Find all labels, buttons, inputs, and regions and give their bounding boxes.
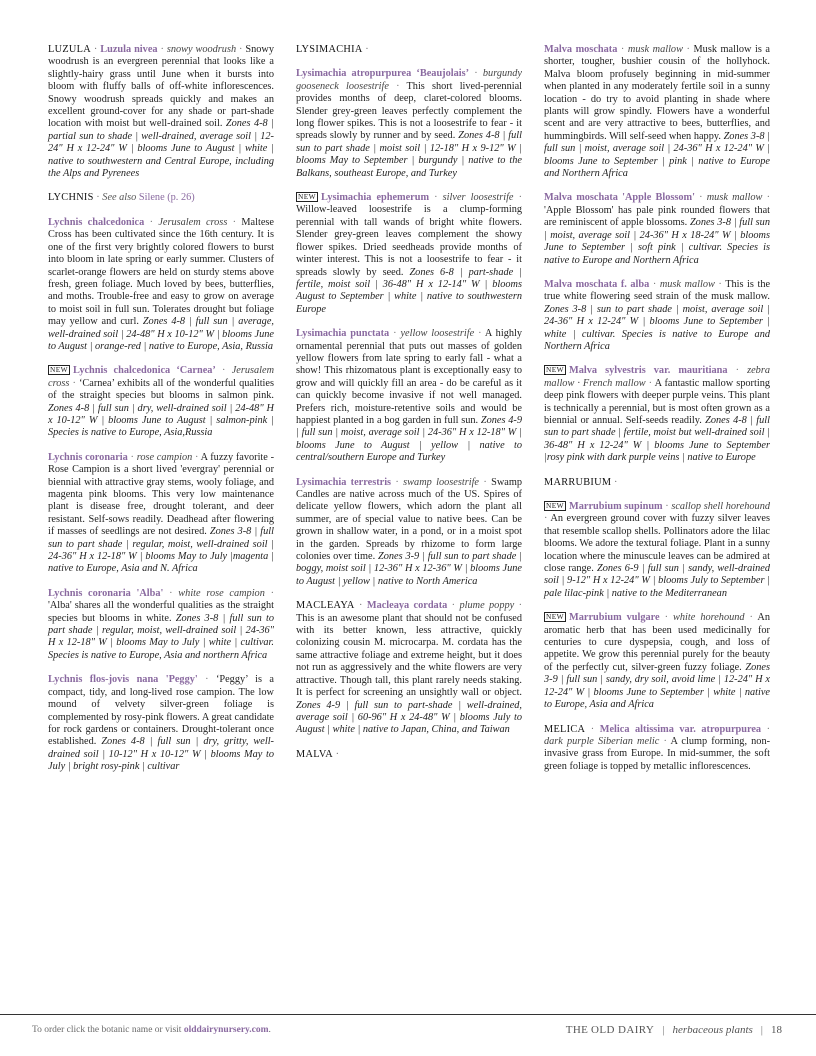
separator-dot: ·: [359, 600, 363, 612]
separator-dot: ·: [718, 278, 722, 290]
botanic-name-link[interactable]: Lychnis coronaria: [48, 451, 128, 463]
separator-dot: ·: [395, 476, 399, 488]
column-3: [544, 44, 770, 785]
growing-details: Zones 4-8 | full sun to part shade | fertile, moist but well-drained soil | 36-48" H x 12-24" W | blooms June to September |rosy pink with dark purple veins | native to Europe: [544, 414, 770, 464]
description: Swamp Candles are native across much of the US. Spires of delicate yellow flowers, which adorn the plant all summer, are of special value to native bees. Can be grown in shallow water, in a pond, or in a moist spot in the garden. Spreads by rhizome to form large colonies over time.: [296, 476, 523, 563]
growing-details: Zones 3-8 | full sun to part shade | regular, moist, well-drained soil | 24-36" H x 12-18" W | blooms May to July | white | cultivar. Species is native to Europe, Asia and northern Africa: [48, 612, 274, 661]
common-name: musk mallow: [627, 44, 683, 55]
separator-dot: ·: [270, 587, 275, 599]
new-badge: NEW: [298, 192, 317, 202]
description: A highly ornamental perennial that puts out masses of golden yellow flowers from late spring to early fall - what a show! This rhizomatous plant is exceptionally easy to grow and will quickly fill an area - do be careful as it can quickly become invasive if not well managed. Prefers rich, moisture-retentive soils and would be happiest planted in a bog garden in full sun.: [296, 328, 522, 426]
description: 'Alba' shares all the wonderful qualities as the straight species but blooms in white.: [48, 600, 274, 624]
botanic-name-link[interactable]: Malva moschata: [544, 44, 618, 55]
separator-dot: ·: [663, 735, 667, 747]
separator-dot: ·: [590, 723, 595, 735]
plant-entry: [48, 192, 274, 204]
description: An aromatic herb that has been used medicinally for centuries to cure dyspepsia, cough, and loss of appetite. We grow this perennial purely for the beauty of the perfectly cut, silver-green fuzzy foliage.: [544, 612, 770, 673]
separator-dot: ·: [195, 451, 199, 463]
description: ‘Carnea’ exhibits all of the wonderful qualities of the straight species but blooms in salmon pink.: [48, 377, 274, 402]
plant-entry: [48, 588, 274, 662]
botanic-name-link[interactable]: Lychnis flos-jovis nana 'Peggy': [48, 674, 198, 686]
genus-heading: MARRUBIUM: [544, 476, 612, 488]
growing-details: Zones 4-8 | full sun | dry, gritty, well-drained soil | 10-12" H x 10-12" W | blooms May to July | bright rosy-pink | cultivar: [48, 736, 274, 773]
botanic-name-link[interactable]: Marrubium vulgare: [569, 612, 660, 624]
description: Snowy woodrush is an evergreen perennial that looks like a slightly-hairy grass until June when it bursts into bloom with fluffy balls of off-white inflorescences. Snowy woodrush spreads quickly and makes an excellent ground-cover for any shade or part-shade location with moist but well-drained soil.: [48, 44, 275, 130]
common-name: plume poppy: [459, 600, 515, 612]
growing-details: Zones 4-8 | full sun | dry, well-drained soil | 24-48" H x 10-12" W | blooms June to August | salmon-pink | Species is native to Europe, Asia,Russia: [48, 402, 274, 439]
separator-dot: ·: [393, 328, 397, 340]
botanic-name-link[interactable]: Malva sylvestris var. mauritiana: [569, 365, 728, 377]
common-name: musk mallow: [659, 278, 715, 290]
separator-dot: ·: [652, 278, 657, 290]
footer-separator: |: [662, 1024, 665, 1036]
plant-entry: [48, 44, 274, 180]
growing-details: Zones 4-8 | partial sun to shade | well-drained, average soil | 12-24" H x 12-24" W | blooms June to August | white | native to southwestern and Central Europe, including the Alps and Pyrenees: [48, 118, 275, 180]
footer-section: herbaceous plants: [672, 1024, 753, 1036]
common-name: scallop shell horehound: [671, 501, 770, 512]
footer-order-end: .: [268, 1025, 271, 1035]
separator-dot: ·: [365, 44, 369, 55]
plant-entry: [296, 477, 522, 589]
common-name: white horehound: [673, 612, 745, 624]
separator-dot: ·: [130, 451, 134, 463]
growing-details: Zones 4-8 | full sun | average, well-drained soil | 24-48" H x 10-12" W | blooms June to August | orange-red | native to Europe, Asia, Russia: [48, 316, 274, 352]
footer-site-link[interactable]: olddairynursery.com: [183, 1025, 269, 1035]
footer-brand: OLD DAIRY: [591, 1024, 655, 1036]
common-name: Jerusalem cross: [48, 365, 275, 389]
plant-entry: [48, 674, 274, 773]
botanic-name-link[interactable]: Lychnis coronaria 'Alba': [48, 587, 164, 599]
botanic-name-link[interactable]: Luzula nivea: [100, 44, 158, 55]
common-name: Jerusalem cross: [158, 216, 228, 228]
new-badge: NEW: [546, 365, 565, 375]
separator-dot: ·: [766, 192, 770, 204]
plant-entry: [296, 68, 522, 180]
growing-details: Zones 4-9 | full sun to part-shade | well-drained, average soil | 60-96" H x 24-48" W | blooms July to August | white | native to Japan, China, and Taiwan: [296, 699, 522, 736]
growing-details: Zones 4-9 | full sun | moist, average soil | 24-36" H x 12-18" W | blooms June to August | yellow | native to central/southern Europe and Turkey: [296, 414, 522, 464]
new-badge: NEW: [546, 612, 565, 622]
separator-dot: ·: [72, 377, 76, 389]
footer-brand-prefix: THE: [565, 1024, 589, 1036]
separator-dot: ·: [474, 68, 478, 80]
botanic-name-link[interactable]: Malva moschata f. alba: [544, 278, 650, 290]
separator-dot: ·: [648, 377, 653, 389]
growing-details: Zones 3-8 | full sun to part shade | regular, moist, well-drained soil | 24-36" H x 12-18" W | blooms May to July |magenta | native to Europe, Asia and N. Africa: [48, 526, 275, 575]
separator-dot: ·: [664, 612, 669, 624]
plant-entry: [544, 192, 770, 266]
plant-entry: [544, 365, 770, 464]
genus-heading: LYSIMACHIA: [296, 44, 363, 55]
new-badge: NEW: [50, 365, 69, 375]
common-name: silver loosestrife: [442, 192, 514, 204]
separator-dot: ·: [205, 674, 209, 686]
separator-dot: ·: [239, 44, 243, 55]
separator-dot: ·: [169, 587, 173, 599]
botanic-name-link[interactable]: Lysimachia terrestris: [296, 476, 392, 488]
description: This short lived-perennial provides months of deep, claret-colored blooms. Slender grey-green leaves perfectly complement the long flower spikes. This is not a loosestrife to fear - it spreads slowly by runner and by seed.: [296, 80, 523, 142]
separator-dot: ·: [749, 612, 753, 624]
plant-entry: [48, 217, 274, 353]
botanic-name-link[interactable]: Lysimachia ephemerum: [321, 192, 430, 204]
separator-dot: ·: [544, 513, 548, 525]
description: ‘Peggy’ is a compact, tidy, and long-lived rose campion. The low mound of velvety silver-green foliage is complemented by rosy-pink flowers. A great candidate for rock gardens or containers. Drought-tolerant once established.: [48, 674, 274, 748]
see-also-link[interactable]: Silene (p. 26): [138, 192, 195, 204]
separator-dot: ·: [483, 476, 487, 488]
see-also-label: See also: [102, 192, 137, 204]
separator-dot: ·: [518, 600, 522, 612]
plant-entry: [544, 724, 770, 774]
plant-entry: [48, 452, 274, 576]
column-2: [296, 44, 522, 773]
separator-dot: ·: [699, 192, 703, 204]
plant-entry: [296, 192, 522, 316]
plant-entry: [544, 612, 770, 711]
genus-heading: MALVA: [296, 748, 333, 760]
plant-entry: [296, 44, 522, 56]
common-name: swamp loosestrife: [403, 476, 480, 488]
separator-dot: ·: [620, 44, 625, 55]
page-number: 18: [771, 1024, 782, 1036]
plant-entry: [544, 501, 770, 600]
separator-dot: ·: [665, 501, 669, 512]
plant-entry: [296, 749, 522, 761]
description: This is the true white flowering seed strain of the musk mallow.: [544, 278, 771, 303]
description: 'Apple Blossom' has pale pink rounded flowers that are reminiscent of apple blossoms.: [544, 204, 770, 229]
footer-running-head: [566, 1024, 782, 1036]
botanic-name-link[interactable]: Lysimachia atropurpurea ‘Beaujolais’: [296, 68, 470, 80]
common-name: yellow loosestrife: [400, 328, 475, 340]
separator-dot: ·: [160, 44, 164, 55]
genus-heading: LUZULA: [48, 44, 91, 55]
description: An evergreen ground cover with fuzzy silver leaves that resemble scallop shells. Pollinators adore the lilac blooms. We adore the textural foliage. Plant in a sunny location where the minuscule leaves can be admired at close range.: [544, 513, 770, 575]
growing-details: Zones 3-8 | full sun | moist, average soil | 24-36" H x 18-24" W | blooms June to September | soft pink | cultivar. Species is native to Europe and Northern Africa: [544, 217, 770, 266]
separator-dot: ·: [451, 600, 456, 612]
botanic-name-link[interactable]: Macleaya cordata: [366, 600, 448, 612]
growing-details: Zones 4-8 | full sun to part shade | moist soil | 12-18" H x 9-12" W | blooms May to September | burgundy | native to the Balkans, southeast Europe, and Turkey: [296, 130, 522, 179]
description: A clump forming, non-invasive grass from Europe. In mid-summer, the soft green foliage is topped by metallic inflorescences.: [544, 735, 771, 772]
growing-details: Zones 3-8 | full sun | moist, average soil | 24-36" H x 12-24" W | blooms June to September | pink | native to Europe and Northern Africa: [544, 130, 771, 180]
common-name: zebra mallow · French mallow: [544, 365, 770, 389]
genus-heading: LYCHNIS: [48, 192, 94, 204]
common-name: dark purple Siberian melic: [544, 735, 660, 747]
common-name: rose campion: [136, 451, 193, 463]
separator-dot: ·: [478, 328, 482, 340]
description: A fuzzy favorite - Rose Campion is a short lived 'evergray' perennial or biennial with attractive gray stems, wooly foliage, and magenta pink blooms. This very low maintenance plant is disease free, drought tolerant, and deer resistant. Self-sows readily. Deadhead after flowering if masses of seedlings are not desired.: [48, 451, 275, 538]
plant-entry: [296, 600, 522, 736]
growing-details: Zones 3-9 | full sun | sandy, dry soil, avoid lime | 12-24" H x 12-24" W | blooms June to September | white | native to Europe, Asia and Africa: [544, 661, 771, 711]
description: This is an awesome plant that should not be confused with its better known, less attractive, quickly colonizing cousin M. microcarpa. M. cordata has the same attractive foliage and extreme height, but it does not run as aggressively and the white flowers are very attractive. Though tall, this plant rarely needs staking. It is perfect for screening an unsightly wall or object.: [296, 612, 522, 699]
botanic-name-link[interactable]: Melica altissima var. atropurpurea: [599, 723, 762, 735]
separator-dot: ·: [434, 192, 438, 204]
genus-heading: MACLEAYA: [296, 600, 355, 612]
separator-dot: ·: [518, 192, 523, 204]
separator-dot: ·: [96, 192, 100, 204]
new-badge: NEW: [546, 501, 565, 510]
separator-dot: ·: [335, 748, 339, 760]
botanic-name-link[interactable]: Lychnis chalcedonica ‘Carnea’: [73, 365, 216, 377]
column-1: [48, 44, 274, 786]
plant-entry: [296, 328, 522, 464]
description: Willow-leaved loosestrife is a clump-forming perennial with tall wands of bright white flowers. Slender grey-green leaves complement the showy flower spikes. Dried seedheads provide months of winter interest. This is not a loosestrife to fear - it spreads slowly by seed.: [296, 204, 522, 278]
footer-order-note: [32, 1025, 271, 1035]
description: Musk mallow is a shorter, tougher, bushier cousin of the hollyhock. Malva bloom profusely beginning in mid-summer when planted in any moderately fertile soil in a sunny location - do try to avoid planting in shade where plants will grow spindly. Flowers have a wonderful scent and are very attractive to bees, butterflies, and hummingbirds. Will self-seed when happy.: [544, 44, 770, 142]
description: A fantastic mallow sporting deep pink flowers with deeper purple veins. This plant is technically a perennial, but is most often grown as a biennial or annual. Self-seeds readily.: [544, 377, 771, 426]
plant-entry: [48, 365, 274, 439]
separator-dot: ·: [222, 365, 226, 377]
separator-dot: ·: [396, 80, 400, 92]
plant-entry: [544, 477, 770, 489]
common-name: musk mallow: [706, 192, 763, 204]
common-name: snowy woodrush: [166, 44, 237, 55]
separator-dot: ·: [613, 476, 618, 488]
separator-dot: ·: [735, 365, 740, 377]
separator-dot: ·: [93, 44, 98, 55]
description: Maltese Cross has been cultivated since the 16th century. It is one of the first very brightly colored flowers to burst into bloom in late spring or early summer. Clusters of scarlet-orange flowers are held on sturdy stems above fresh, green foliage. Much loved by bees, butterflies, and moths. Trouble-free and easy to grow on average to moist soil in full sun. Tolerates drought but foliage may yellow and curl.: [48, 216, 274, 328]
plant-entry: [544, 279, 770, 353]
separator-dot: ·: [686, 44, 690, 55]
botanic-name-link[interactable]: Malva moschata 'Apple Blossom': [544, 192, 695, 204]
separator-dot: ·: [232, 216, 237, 228]
botanic-name-link[interactable]: Lysimachia punctata: [296, 328, 390, 340]
growing-details: Zones 6-8 | part-shade | fertile, moist soil | 36-48" H x 12-14" W | blooms August to September | white | native to southwestern Europe: [296, 266, 522, 315]
footer-separator: |: [760, 1024, 763, 1036]
botanic-name-link[interactable]: Lychnis chalcedonica: [48, 216, 145, 228]
common-name: white rose campion: [178, 587, 265, 599]
botanic-name-link[interactable]: Marrubium supinum: [569, 501, 663, 512]
plant-entry: [544, 44, 770, 180]
separator-dot: ·: [149, 216, 154, 228]
genus-heading: MELICA: [544, 723, 586, 735]
separator-dot: ·: [766, 723, 771, 735]
footer-order-text: To order click the botanic name or visit: [32, 1025, 184, 1035]
growing-details: Zones 3-9 | full sun to part shade | boggy, moist soil | 12-36" H x 12-36" W | blooms June to August | yellow | native to North America: [296, 551, 522, 587]
footer-divider: [0, 1014, 816, 1015]
common-name: burgundy gooseneck loosestrife: [296, 68, 522, 92]
growing-details: Zones 6-9 | full sun | sandy, well-drained soil | 9-12" H x 12-24" W | blooms July to September | pale lilac-pink | native to the Mediterranean: [544, 563, 771, 599]
growing-details: Zones 3-8 | sun to part shade | moist, average soil | 24-36" H x 12-24" W | blooms June to September | white | cultivar. Species is native to Europe and Northern Africa: [544, 303, 770, 352]
